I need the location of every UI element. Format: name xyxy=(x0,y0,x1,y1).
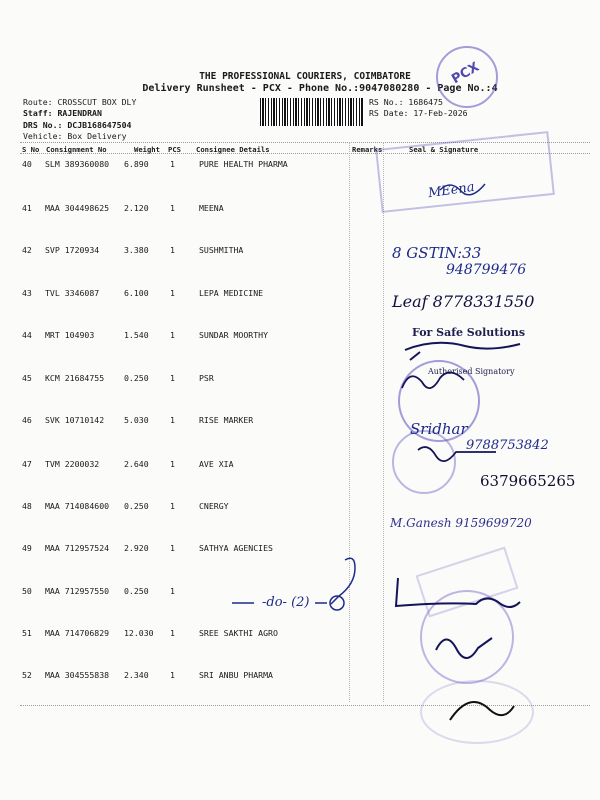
row-sno: 47 xyxy=(22,459,32,469)
handwritten-phone: Leaf 8778331550 xyxy=(392,292,535,311)
col-consignee: Consignee Details xyxy=(196,145,270,154)
row-consignment: SVK 10710142 xyxy=(45,415,105,425)
row-consignee: SRI ANBU PHARMA xyxy=(199,670,273,680)
col-consignment: Consignment No xyxy=(46,145,107,154)
col-sno: S No xyxy=(22,145,40,154)
row-weight: 2.120 xyxy=(124,203,149,213)
row-weight: 2.640 xyxy=(124,459,149,469)
row-consignment: MAA 714706829 xyxy=(45,628,110,638)
handwritten-phone: 8 GSTIN:33 xyxy=(392,244,482,262)
row-weight: 12.030 xyxy=(124,628,154,638)
row-sno: 48 xyxy=(22,501,32,511)
row-pcs: 1 xyxy=(170,330,175,340)
col-remarks: Remarks xyxy=(352,145,383,154)
row-pcs: 1 xyxy=(170,543,175,553)
col-pcs: PCS xyxy=(168,145,181,154)
rs-number: RS No.: 1686475 xyxy=(369,97,443,107)
row-consignment: SLM 389360080 xyxy=(45,159,110,169)
signature-scribble xyxy=(405,343,520,360)
row-sno: 43 xyxy=(22,288,32,298)
row-weight: 0.250 xyxy=(124,501,149,511)
row-consignment: TVL 3346087 xyxy=(45,288,100,298)
signature-scribble xyxy=(396,578,520,607)
handwritten-phone: 948799476 xyxy=(446,262,527,278)
signature-scribble xyxy=(436,638,492,658)
row-pcs: 1 xyxy=(170,245,175,255)
staff-label: Staff: RAJENDRAN xyxy=(23,108,102,118)
vehicle-label: Vehicle: Box Delivery xyxy=(23,131,127,141)
row-pcs: 1 xyxy=(170,459,175,469)
row-consignment: SVP 1720934 xyxy=(45,245,100,255)
route-label: Route: CROSSCUT BOX DLY xyxy=(23,97,137,107)
signature-scribble xyxy=(402,372,464,388)
handwritten-phone: M.Ganesh 9159699720 xyxy=(390,516,532,530)
signature-row-41: MEena xyxy=(427,179,476,202)
row-sno: 50 xyxy=(22,586,32,596)
row-weight: 2.920 xyxy=(124,543,149,553)
row-consignee: PURE HEALTH PHARMA xyxy=(199,159,288,169)
row-consignee: LEPA MEDICINE xyxy=(199,288,264,298)
handwritten-phone: 9788753842 xyxy=(466,438,549,453)
row-consignee: MEENA xyxy=(199,203,224,213)
row-consignment: MAA 712957550 xyxy=(45,586,110,596)
pcx-stamp-text: PCX xyxy=(449,59,482,88)
row-consignee: CNERGY xyxy=(199,501,229,511)
row-pcs: 1 xyxy=(170,670,175,680)
row-weight: 2.340 xyxy=(124,670,149,680)
row-weight: 6.100 xyxy=(124,288,149,298)
signature-scribble xyxy=(440,184,485,195)
row-consignee: SUSHMITHA xyxy=(199,245,244,255)
row-consignee: RISE MARKER xyxy=(199,415,254,425)
row-pcs: 1 xyxy=(170,159,175,169)
row-sno: 46 xyxy=(22,415,32,425)
row-consignment: MAA 714084600 xyxy=(45,501,110,511)
row-weight: 6.890 xyxy=(124,159,149,169)
row-pcs: 1 xyxy=(170,203,175,213)
row-sno: 49 xyxy=(22,543,32,553)
row-consignment: MAA 304498625 xyxy=(45,203,110,213)
row-consignee: SATHYA AGENCIES xyxy=(199,543,273,553)
col-seal-signature: Seal & Signature xyxy=(409,145,479,154)
row-weight: 0.250 xyxy=(124,586,149,596)
company-title: THE PROFESSIONAL COURIERS, COIMBATORE xyxy=(199,71,411,82)
row-sno: 45 xyxy=(22,373,32,383)
row-sno: 44 xyxy=(22,330,32,340)
row-consignee: SUNDAR MOORTHY xyxy=(199,330,269,340)
row-pcs: 1 xyxy=(170,586,175,596)
row-pcs: 1 xyxy=(170,628,175,638)
row-consignment: MAA 304555838 xyxy=(45,670,110,680)
row-pcs: 1 xyxy=(170,288,175,298)
row-sno: 41 xyxy=(22,203,32,213)
row-consignment: KCM 21684755 xyxy=(45,373,105,383)
row-pcs: 1 xyxy=(170,373,175,383)
row-consignee: PSR xyxy=(199,373,214,383)
signature-scribble xyxy=(450,702,514,720)
row-sno: 52 xyxy=(22,670,32,680)
safe-solutions-stamp: For Safe Solutions xyxy=(412,326,526,339)
signature-scribble xyxy=(418,447,496,461)
row-weight: 0.250 xyxy=(124,373,149,383)
drs-number: DRS No.: DCJB168647504 xyxy=(23,120,132,130)
row-consignee: AVE XIA xyxy=(199,459,234,469)
row-pcs: 1 xyxy=(170,415,175,425)
row-consignment: MRT 104903 xyxy=(45,330,95,340)
signature-row-46: Sridhar xyxy=(410,420,468,438)
row-sno: 42 xyxy=(22,245,32,255)
authorised-signatory-stamp: Authorised Signatory xyxy=(428,367,515,376)
row-weight: 1.540 xyxy=(124,330,149,340)
ditto-mark: -do- (2) xyxy=(262,595,310,610)
row-consignment: TVM 2200032 xyxy=(45,459,100,469)
row-weight: 3.380 xyxy=(124,245,149,255)
rs-date: RS Date: 17-Feb-2026 xyxy=(369,108,468,118)
row-sno: 40 xyxy=(22,159,32,169)
runsheet-subtitle: Delivery Runsheet - PCX - Phone No.:9047080280 - Page No.:4 xyxy=(142,83,498,94)
row-consignment: MAA 712957524 xyxy=(45,543,110,553)
row-sno: 51 xyxy=(22,628,32,638)
col-weight: Weight xyxy=(134,145,160,154)
row-weight: 5.030 xyxy=(124,415,149,425)
row-consignee: SREE SAKTHI AGRO xyxy=(199,628,278,638)
handwritten-phone: 6379665265 xyxy=(480,472,576,490)
row-pcs: 1 xyxy=(170,501,175,511)
